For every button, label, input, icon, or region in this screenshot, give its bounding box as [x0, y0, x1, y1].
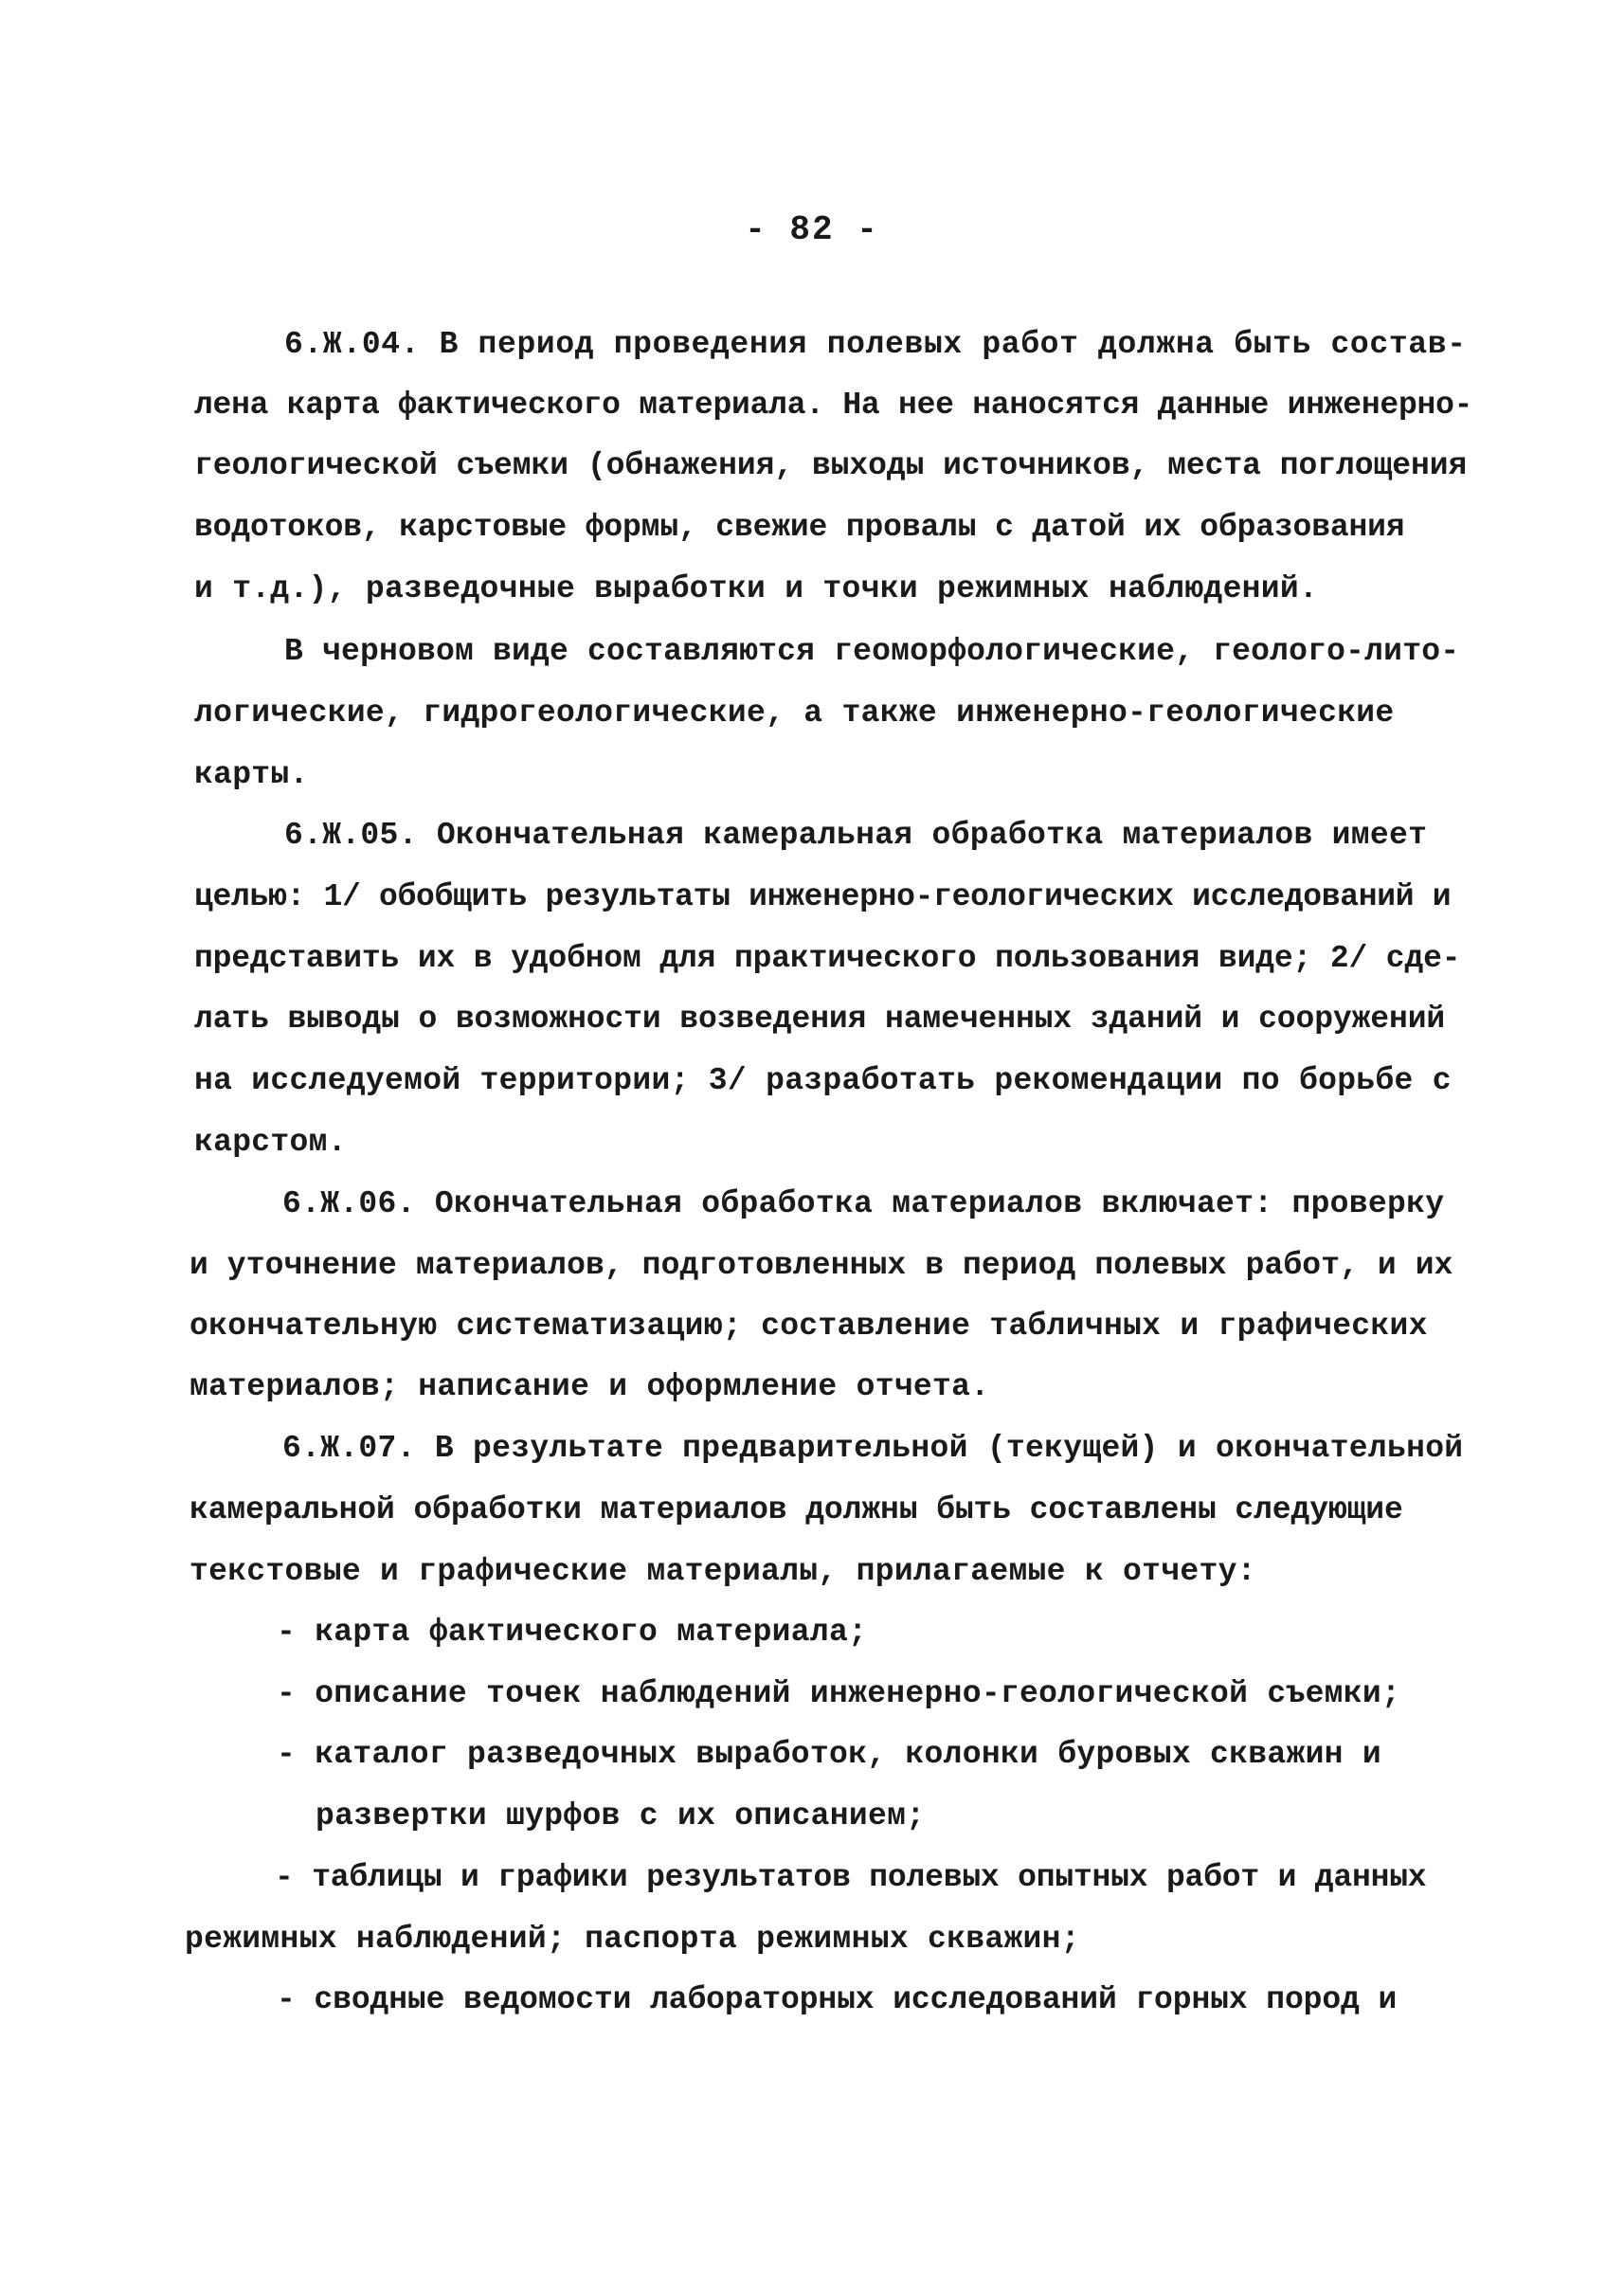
text-line: материалов; написание и оформление отчета.	[189, 1369, 990, 1404]
text-line: логические, гидрогеологические, а также инженерно-геологические	[194, 695, 1395, 731]
text-line: представить их в удобном для практического пользования виде; 2/ сде-	[194, 941, 1461, 976]
text-line: и т.д.), разведочные выработки и точки режимных наблюдений.	[194, 571, 1319, 606]
text-line: камеральной обработки материалов должны быть составлены следующие	[189, 1492, 1403, 1527]
text-line: на исследуемой территории; 3/ разработать рекомендации по борьбе с	[194, 1063, 1452, 1098]
text-line: карстом.	[194, 1125, 347, 1160]
list-item: - каталог разведочных выработок, колонки буровых скважин и	[277, 1737, 1381, 1772]
text-line: и уточнение материалов, подготовленных в период полевых работ, и их	[189, 1248, 1453, 1283]
list-item: - сводные ведомости лабораторных исследований горных пород и	[277, 1982, 1398, 2017]
list-item-continuation: режимных наблюдений; паспорта режимных скважин;	[185, 1922, 1080, 1957]
text-line: целью: 1/ обобщить результаты инженерно-геологических исследований и	[194, 879, 1452, 914]
page-number: - 82 -	[745, 210, 879, 249]
text-line: 6.Ж.04. В период проведения полевых работ должна быть состав-	[284, 327, 1467, 362]
text-line: карты.	[194, 757, 309, 792]
list-item-continuation: развертки шурфов с их описанием;	[316, 1798, 926, 1833]
text-line: окончательную систематизацию; составление табличных и графических	[189, 1309, 1428, 1344]
text-line: 6.Ж.07. В результате предварительной (текущей) и окончательной	[282, 1431, 1464, 1466]
text-line: лена карта фактического материала. На нее наносятся данные инженерно-	[194, 388, 1473, 423]
text-line: 6.Ж.05. Окончательная камеральная обработка материалов имеет	[284, 818, 1428, 853]
text-line: водотоков, карстовые формы, свежие провалы с датой их образования	[194, 510, 1405, 545]
text-line: геологической съемки (обнажения, выходы источников, места поглощения	[194, 448, 1468, 483]
text-line: 6.Ж.06. Окончательная обработка материалов включает: проверку	[282, 1186, 1445, 1221]
list-item: - карта фактического материала;	[277, 1615, 868, 1650]
text-line: текстовые и графические материалы, прилагаемые к отчету:	[189, 1554, 1256, 1589]
text-line: лать выводы о возможности возведения намеченных зданий и сооружений	[194, 1002, 1446, 1037]
text-line: В черновом виде составляются геоморфологические, геолого-лито-	[284, 634, 1460, 669]
list-item: - таблицы и графики результатов полевых опытных работ и данных	[275, 1860, 1427, 1895]
list-item: - описание точек наблюдений инженерно-геологической съемки;	[277, 1676, 1401, 1711]
